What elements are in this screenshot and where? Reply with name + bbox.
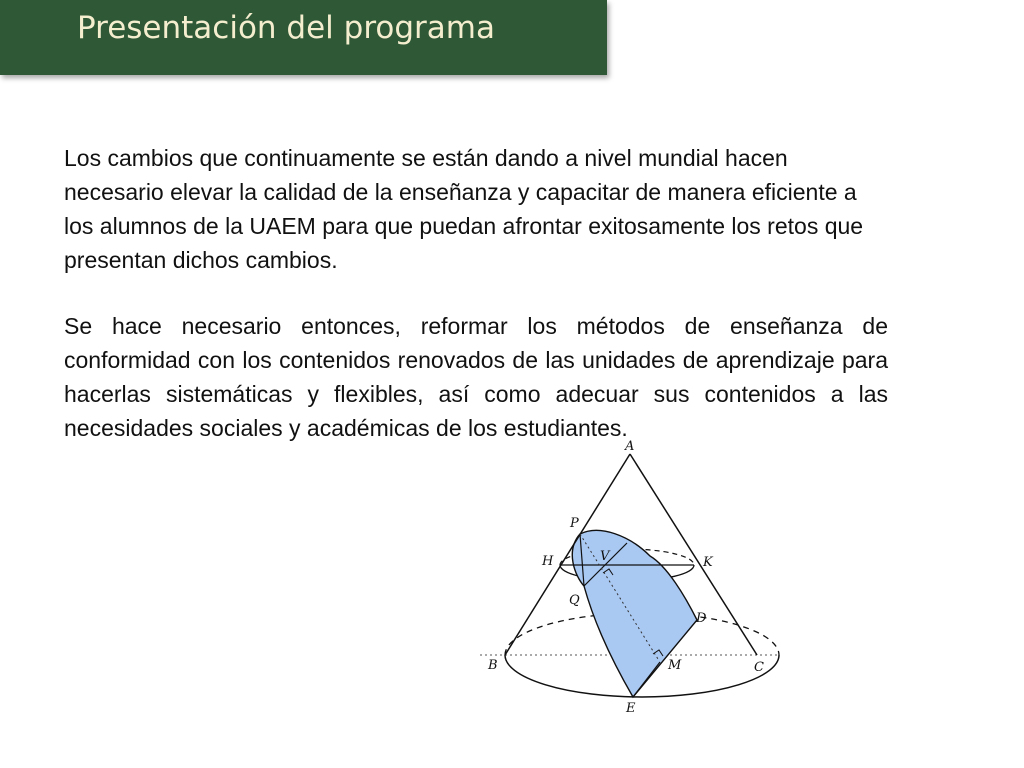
label-m: M [668, 658, 682, 673]
label-c: C [754, 660, 764, 675]
label-d: D [696, 611, 707, 626]
label-e: E [626, 701, 636, 716]
label-b: B [488, 658, 498, 673]
label-v: V [600, 549, 610, 564]
label-p: P [570, 516, 579, 531]
label-k: K [703, 555, 713, 570]
cone-section-figure [470, 436, 790, 726]
paragraph-2: Se hace necesario entonces, reformar los métodos de enseñanza de conformidad con los contenidos renovados de las unidades de aprendizaje para hacerlas sistemáticas y flexibles, así como adecuar sus contenidos a las necesidades sociales y académicas de los estudiantes. [64, 313, 888, 441]
paragraph-1: Los cambios que continuamente se están dando a nivel mundial hacen necesario elevar la calidad de la enseñanza y capacitar de manera eficiente a los alumnos de la UAEM para que puedan afrontar exitosamente los retos que presentan dichos cambios. [64, 145, 864, 273]
body-text [64, 141, 888, 445]
label-q: Q [569, 593, 580, 608]
cone-diagram [470, 436, 790, 726]
label-h: H [542, 554, 554, 569]
slide-title: Presentación del programa [77, 10, 495, 46]
title-bar [0, 0, 607, 75]
label-a: A [625, 439, 635, 454]
